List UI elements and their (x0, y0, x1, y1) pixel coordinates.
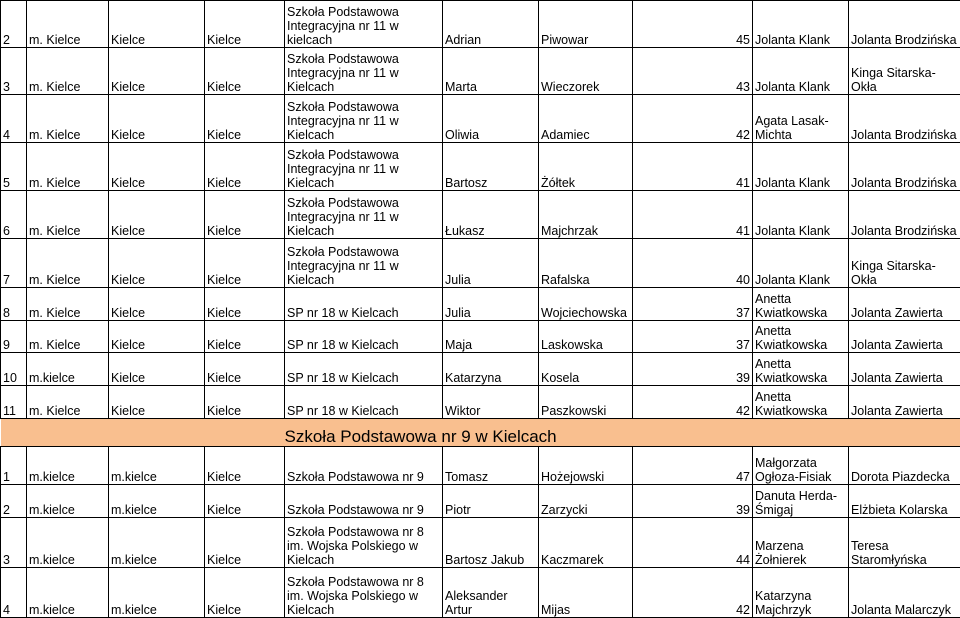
row-number: 1 (1, 447, 27, 485)
first-name-cell: Katarzyna (443, 353, 539, 386)
school-cell: Szkoła Podstawowa nr 8 im. Wojska Polskiego w Kielcach (285, 518, 443, 568)
tutor-cell: Jolanta Brodzińska (849, 143, 960, 191)
city-cell: m.kielce (27, 485, 109, 518)
bottom-rows (1, 447, 960, 618)
teacher-cell: Agata Lasak-Michta (753, 95, 849, 143)
county-cell: Kielce (109, 239, 205, 288)
last-name-cell: Mijas (539, 568, 633, 618)
tutor-cell: Jolanta Brodzińska (849, 1, 960, 48)
teacher-cell: Katarzyna Majchrzyk (753, 568, 849, 618)
commune-cell: Kielce (205, 288, 285, 321)
row-number: 3 (1, 518, 27, 568)
section-title: Szkoła Podstawowa nr 9 w Kielcach (285, 419, 960, 447)
first-name-cell: Tomasz (443, 447, 539, 485)
tutor-cell: Jolanta Zawierta (849, 353, 960, 386)
teacher-cell: Anetta Kwiatkowska (753, 321, 849, 353)
table-row (1, 143, 960, 191)
score-cell: 39 (633, 485, 753, 518)
teacher-cell: Małgorzata Ogłoza-Fisiak (753, 447, 849, 485)
county-cell: Kielce (109, 191, 205, 239)
last-name-cell: Piwowar (539, 1, 633, 48)
first-name-cell: Julia (443, 288, 539, 321)
teacher-cell: Marzena Żołnierek (753, 518, 849, 568)
section-header-row (1, 419, 960, 447)
row-number: 8 (1, 288, 27, 321)
city-cell: m. Kielce (27, 321, 109, 353)
county-cell: m.kielce (109, 568, 205, 618)
tutor-cell: Elżbieta Kolarska (849, 485, 960, 518)
last-name-cell: Wieczorek (539, 48, 633, 95)
commune-cell: Kielce (205, 447, 285, 485)
school-cell: SP nr 18 w Kielcach (285, 353, 443, 386)
first-name-cell: Oliwia (443, 95, 539, 143)
county-cell: Kielce (109, 143, 205, 191)
school-cell: Szkoła Podstawowa Integracyjna nr 11 w Kielcach (285, 143, 443, 191)
table-row (1, 518, 960, 568)
commune-cell: Kielce (205, 353, 285, 386)
county-cell: Kielce (109, 288, 205, 321)
score-cell: 41 (633, 143, 753, 191)
score-cell: 42 (633, 95, 753, 143)
last-name-cell: Wojciechowska (539, 288, 633, 321)
tutor-cell: Jolanta Brodzińska (849, 191, 960, 239)
county-cell: m.kielce (109, 447, 205, 485)
tutor-cell: Dorota Piazdecka (849, 447, 960, 485)
first-name-cell: Julia (443, 239, 539, 288)
school-cell: SP nr 18 w Kielcach (285, 321, 443, 353)
table-row (1, 48, 960, 95)
commune-cell: Kielce (205, 48, 285, 95)
commune-cell: Kielce (205, 386, 285, 419)
school-cell: Szkoła Podstawowa nr 9 (285, 447, 443, 485)
first-name-cell: Wiktor (443, 386, 539, 419)
row-number: 2 (1, 485, 27, 518)
county-cell: m.kielce (109, 518, 205, 568)
last-name-cell: Laskowska (539, 321, 633, 353)
first-name-cell: Maja (443, 321, 539, 353)
school-cell: Szkoła Podstawowa Integracyjna nr 11 w Kielcach (285, 191, 443, 239)
commune-cell: Kielce (205, 95, 285, 143)
city-cell: m. Kielce (27, 143, 109, 191)
school-cell: Szkoła Podstawowa nr 8 im. Wojska Polskiego w Kielcach (285, 568, 443, 618)
row-number: 3 (1, 48, 27, 95)
school-cell: Szkoła Podstawowa Integracyjna nr 11 w kielcach (285, 1, 443, 48)
county-cell: Kielce (109, 386, 205, 419)
city-cell: m.kielce (27, 447, 109, 485)
last-name-cell: Żółtek (539, 143, 633, 191)
school-cell: Szkoła Podstawowa Integracyjna nr 11 w Kielcach (285, 239, 443, 288)
table-row (1, 447, 960, 485)
commune-cell: Kielce (205, 1, 285, 48)
school-cell: Szkoła Podstawowa Integracyjna nr 11 w Kielcach (285, 48, 443, 95)
score-cell: 45 (633, 1, 753, 48)
tutor-cell: Jolanta Brodzińska (849, 95, 960, 143)
table-row (1, 321, 960, 353)
last-name-cell: Hożejowski (539, 447, 633, 485)
last-name-cell: Rafalska (539, 239, 633, 288)
score-cell: 37 (633, 288, 753, 321)
table-row (1, 239, 960, 288)
city-cell: m. Kielce (27, 239, 109, 288)
score-cell: 39 (633, 353, 753, 386)
first-name-cell: Bartosz Jakub (443, 518, 539, 568)
row-number: 7 (1, 239, 27, 288)
last-name-cell: Paszkowski (539, 386, 633, 419)
tutor-cell: Jolanta Zawierta (849, 321, 960, 353)
tutor-cell: Kinga Sitarska-Okła (849, 48, 960, 95)
first-name-cell: Aleksander Artur (443, 568, 539, 618)
school-cell: Szkoła Podstawowa Integracyjna nr 11 w Kielcach (285, 95, 443, 143)
tutor-cell: Jolanta Zawierta (849, 288, 960, 321)
commune-cell: Kielce (205, 191, 285, 239)
table-row (1, 353, 960, 386)
county-cell: Kielce (109, 95, 205, 143)
county-cell: Kielce (109, 1, 205, 48)
county-cell: m.kielce (109, 485, 205, 518)
table-row (1, 485, 960, 518)
city-cell: m. Kielce (27, 95, 109, 143)
tutor-cell: Teresa Staromłyńska (849, 518, 960, 568)
table-row (1, 568, 960, 618)
city-cell: m. Kielce (27, 48, 109, 95)
commune-cell: Kielce (205, 568, 285, 618)
row-number: 9 (1, 321, 27, 353)
top-rows (1, 1, 960, 419)
teacher-cell: Jolanta Klank (753, 239, 849, 288)
table-row (1, 1, 960, 48)
last-name-cell: Kaczmarek (539, 518, 633, 568)
score-cell: 40 (633, 239, 753, 288)
row-number: 10 (1, 353, 27, 386)
teacher-cell: Anetta Kwiatkowska (753, 386, 849, 419)
commune-cell: Kielce (205, 239, 285, 288)
commune-cell: Kielce (205, 321, 285, 353)
school-cell: SP nr 18 w Kielcach (285, 386, 443, 419)
score-cell: 44 (633, 518, 753, 568)
row-number: 11 (1, 386, 27, 419)
city-cell: m. Kielce (27, 1, 109, 48)
city-cell: m.kielce (27, 568, 109, 618)
last-name-cell: Majchrzak (539, 191, 633, 239)
score-cell: 37 (633, 321, 753, 353)
first-name-cell: Marta (443, 48, 539, 95)
score-cell: 47 (633, 447, 753, 485)
teacher-cell: Jolanta Klank (753, 1, 849, 48)
city-cell: m.kielce (27, 518, 109, 568)
score-cell: 41 (633, 191, 753, 239)
first-name-cell: Adrian (443, 1, 539, 48)
teacher-cell: Jolanta Klank (753, 48, 849, 95)
table-row (1, 191, 960, 239)
teacher-cell: Danuta Herda-Śmigaj (753, 485, 849, 518)
score-cell: 42 (633, 386, 753, 419)
teacher-cell: Anetta Kwiatkowska (753, 353, 849, 386)
first-name-cell: Łukasz (443, 191, 539, 239)
row-number: 4 (1, 568, 27, 618)
row-number: 2 (1, 1, 27, 48)
tutor-cell: Jolanta Malarczyk (849, 568, 960, 618)
last-name-cell: Kosela (539, 353, 633, 386)
county-cell: Kielce (109, 321, 205, 353)
city-cell: m. Kielce (27, 191, 109, 239)
last-name-cell: Adamiec (539, 95, 633, 143)
county-cell: Kielce (109, 353, 205, 386)
tutor-cell: Jolanta Zawierta (849, 386, 960, 419)
first-name-cell: Piotr (443, 485, 539, 518)
city-cell: m. Kielce (27, 386, 109, 419)
row-number: 5 (1, 143, 27, 191)
table-row (1, 95, 960, 143)
table-row (1, 386, 960, 419)
teacher-cell: Anetta Kwiatkowska (753, 288, 849, 321)
score-cell: 43 (633, 48, 753, 95)
school-cell: SP nr 18 w Kielcach (285, 288, 443, 321)
first-name-cell: Bartosz (443, 143, 539, 191)
commune-cell: Kielce (205, 143, 285, 191)
row-number: 6 (1, 191, 27, 239)
commune-cell: Kielce (205, 485, 285, 518)
school-cell: Szkoła Podstawowa nr 9 (285, 485, 443, 518)
teacher-cell: Jolanta Klank (753, 191, 849, 239)
tutor-cell: Kinga Sitarska-Okła (849, 239, 960, 288)
score-cell: 42 (633, 568, 753, 618)
city-cell: m. Kielce (27, 288, 109, 321)
row-number: 4 (1, 95, 27, 143)
county-cell: Kielce (109, 48, 205, 95)
last-name-cell: Zarzycki (539, 485, 633, 518)
teacher-cell: Jolanta Klank (753, 143, 849, 191)
commune-cell: Kielce (205, 518, 285, 568)
city-cell: m.kielce (27, 353, 109, 386)
table-row (1, 288, 960, 321)
